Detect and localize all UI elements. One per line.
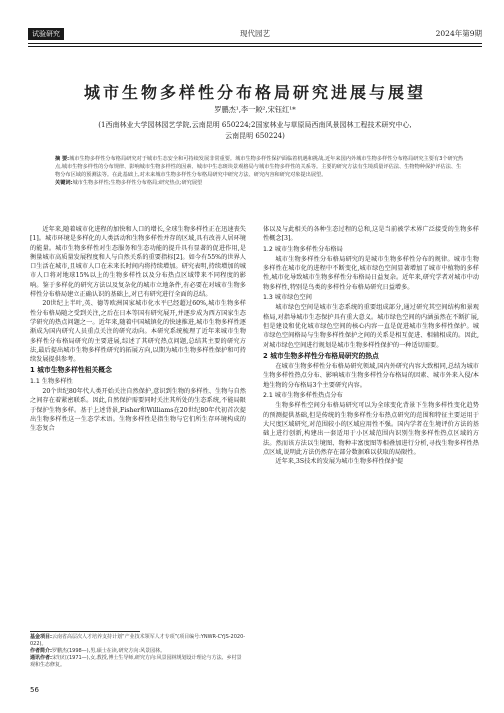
keywords-label: 关键词: <box>55 180 73 186</box>
affiliation <box>28 120 482 142</box>
subsection-heading: 1.1 生物多样性 <box>30 377 73 385</box>
section-tag: 试验研究 <box>28 28 64 40</box>
paragraph: 20世纪上半叶,英、德等欧洲国家城市化水平已经超过60%,城市生物多样性分布格局随之受到关注,之后在日本等国有研究展开,并逐步成为西方国家生态学研究的热点问题之一。近年来,随着中国城镇化的快速推进,城市生物多样性逐渐成为国内研究人员重点关注的研究动向。本研究系统梳理了近年来城市生物多样性分布格局研究的主要进展,综述了其研究热点问题,总结其主要的研究方法,最后提出城市生物多样性研究的拓展方向,以期为城市生物多样性保护和可持续发展提供参考。 <box>30 300 246 364</box>
paragraph: 20个世纪80年代人类开始关注自然保护,意识到生物的多样性、生物与自然之间存在着紧密联系。因此,自然保护需要同时关注其所处的生态系统,不能局限于保护生物多样。基于上述背景,Fisher和Williams在20世纪80年代初首次提出生物多样性这一生态学术语。生物多样性是指生物与它们所生存环境构成的生态复合 <box>30 388 246 433</box>
keywords-text: 城市生物多样性;生物多样性分布格局;研究热点;研究展望 <box>72 180 203 186</box>
abstract-paragraph <box>55 155 465 179</box>
author-line: 罗鹏杰¹,李一鲛²,宋钰红¹* <box>214 105 296 114</box>
paragraph: 近年来,3S技术的发展为城市生物多样性保护提 <box>275 458 404 466</box>
subsection-heading: 2.1 城市生物多样性热点分布 <box>263 392 343 400</box>
abstract-label: 摘 要: <box>55 156 70 162</box>
header-rule <box>28 43 482 44</box>
paragraph: 城市生物多样性分布格局研究的是城市生物多样性分布的规律。城市生物多样性在城市化的进程中不断变化,城市绿色空间显著增加了城市中植物的多样性,城市化导致城市生物多样性分布格局日益复杂。近年来,研究学者对城市中动物多样性,特别是鸟类的多样性分布格局研究日益增多。 <box>263 255 479 291</box>
section-heading: 1 城市生物多样性相关概念 <box>30 366 112 375</box>
keywords-paragraph <box>55 179 465 187</box>
affiliation-line-1: (1西南林业大学园林园艺学院,云南昆明 650224;2国家林业与草原局西南风景园林工程技术研究中心, <box>98 121 412 129</box>
footnote <box>30 634 246 669</box>
corresponding-text: 宋钰红(1971—),女,教授,博士生导师,研究方向:风景园林规划设计理论与方法、乡村景观和生态修复。 <box>30 655 242 668</box>
paragraph: 在城市生物多样性分布格局研究领域,国内外研究内容大致相同,总结为城市生物多样性热点分布、影响城市生物多样性分布格局的因素、城市外来入侵/本地生物的分布格局3个主要研究内容。 <box>263 363 479 389</box>
paragraph: 近年来,随着城市化进程的加快和人口的增长,全球生物多样性正在迅速丧失[1]。城市环境是多样化的人类活动和生物多样性并存的区域,具有改善人居环境的能量。城市生物多样性对生态服务和生态功能的提升具有显著的促进作用,是衡量城市高质量发展程度和人与自然关系的重要指标[2]。如今有55%的世界人口生活在城市,且城市人口在未来长时间内将持续增加。研究表明,持续增加的城市人口将对地球15%以上的生物多样性以及分布热点区域带来不同程度的影响。鉴于多样化的研究方法以及复杂化的城市立地条件,有必要在对城市生物多样性分布格局建立正确认识的基础上,对已有研究进行全面的总结。 <box>30 226 246 299</box>
paragraph: 体以及与此相关的各种生态过程的总和,这是当前被学术界广泛接受的生物多样性概念[3]。 <box>263 226 479 243</box>
corresponding-label: 通讯作者: <box>30 655 52 661</box>
article-title: 城市生物多样性分布格局研究进展与展望 <box>83 83 426 102</box>
issue-label: 2024年第9期 <box>435 29 482 38</box>
section-heading: 2 城市生物多样性分布格局研究的热点 <box>263 351 379 360</box>
fund-note <box>30 634 246 648</box>
header-rule-thin <box>28 46 482 47</box>
affiliation-line-2: 云南昆明 650224) <box>225 132 285 140</box>
abstract <box>55 155 465 187</box>
fund-label: 基金项目: <box>30 634 52 640</box>
body-column-left <box>30 225 246 434</box>
paragraph: 生物多样性空间分布格局研究可以为全球变化背景下生物多样性变化趋势的预测提供基础,但是传统的生物多样性分布热点研究的范围和特征主要运用于大尺度区域研究,对范围较小的区域应用性不强。国内学者在生境评价方法的基础上进行创新,构建出一套适用于小区域范围内识别生物多样性热点区域的方法。然而该方法以生境图、物种丰富度图等相叠加进行分析,寻找生物多样性热点区域,说明此方法仍然存在部分数据难以获取的局限性。 <box>263 402 479 456</box>
body-column-right <box>263 225 479 466</box>
abstract-text: 城市生物多样性分布格局研究对于城市生态安全和可持续发展非常重要。城市生物多样性保护面临着机遇和挑战,近年来国内外城市生物多样性分布格局研究主要有3个研究热点,城市生物多样性的分布规律、影响城市生物多样性的因素、城市中生态斑块景观格局与城市生物多样性的关系等。主要的研究方法有生境质量评估法、生物物种保护评估法、生物分布区域的预测法等。在此基础上,对未来城市生物多样性分布格局研究中研究方法、研究内容和研究对象提出展望。 <box>55 156 464 178</box>
fund-text: 云南省高层次人才培养支持计划“产业技术领军人才专项”(项目编号:YNWR-CYJS-2020-022)。 <box>30 634 246 647</box>
subsection-heading: 1.2 城市生物多样性分布格局 <box>263 245 343 253</box>
author-bio-label: 作者简介: <box>30 648 52 654</box>
author-bio-text: 罗鹏杰(1998—),男,硕士在读,研究方向:风景园林。 <box>52 648 166 654</box>
running-header <box>28 27 482 40</box>
author-note <box>30 648 246 655</box>
footnote-rule <box>30 631 140 632</box>
subsection-heading: 1.3 城市绿色空间 <box>263 294 312 302</box>
journal-name: 现代园艺 <box>240 29 270 38</box>
corresponding-note <box>30 655 246 669</box>
paragraph: 城市绿色空间是城市生态系统的重要组成部分,通过研究其空间结构和景观格局,对指导城市生态保护具有重大意义。城市绿色空间的内涵虽然在不断扩展,但是建设和优化城市绿色空间的核心内容一直是促进城市生物多样性保护。城市绿色空间格局与生物多样性保护之间的关系是相互促进、相辅相成的。因此,对城市绿色空间进行规划是城市生物多样性保护的一种适切需要。 <box>263 304 479 349</box>
page-number: 56 <box>30 686 39 694</box>
